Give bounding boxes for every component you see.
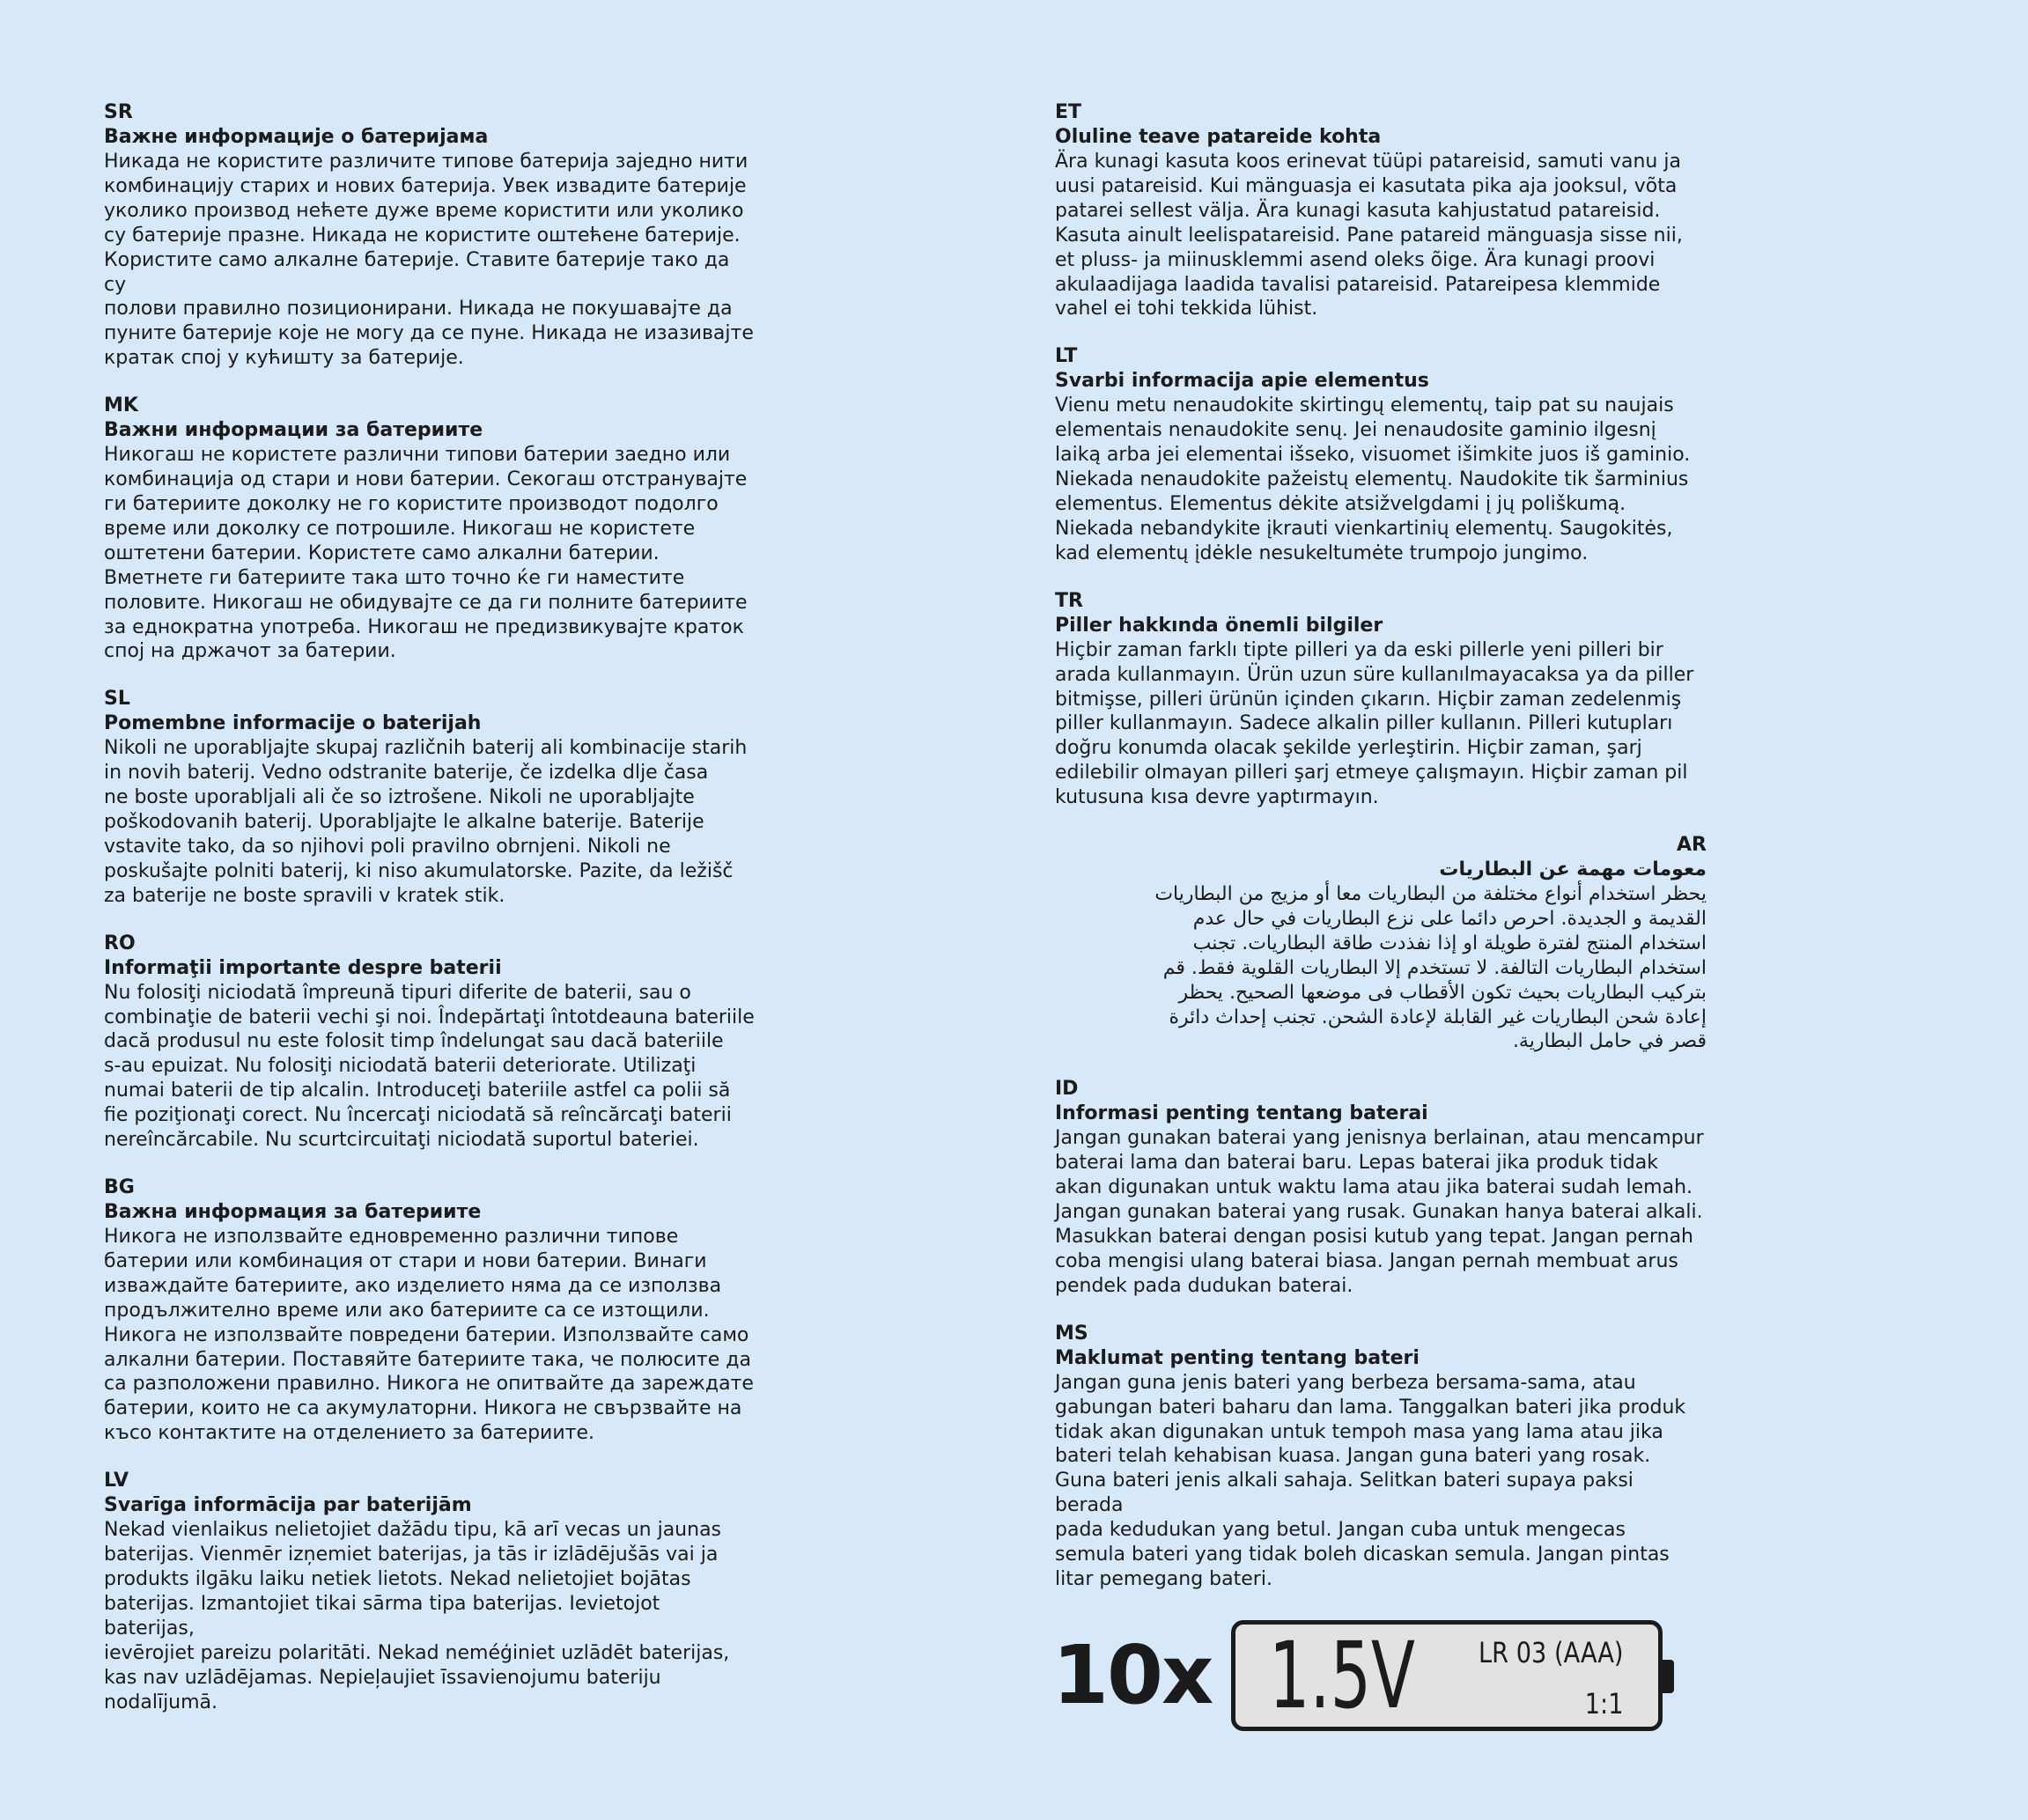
section-ro: [104, 932, 756, 1153]
section-title: Svarbi informacija apie elementus: [1055, 370, 1429, 393]
section-et: [1055, 100, 1707, 321]
section-body: Jangan gunakan baterai yang jenisnya berlainan, atau mencampur baterai lama dan baterai baru. Lepas baterai jika produk tidak akan digunakan untuk waktu lama atau jika baterai sudah lemah. Jangan gunakan baterai yang rusak. Gunakan hanya baterai alkali. Masukkan baterai dengan posisi kutub yang tepat. Jangan pernah coba mengisi ulang baterai biasa. Jangan pernah membuat arus pendek pada dudukan baterai.: [1055, 1127, 1704, 1297]
right-column: [1055, 100, 1707, 1615]
section-body: Ära kunagi kasuta koos erinevat tüüpi patareisid, samuti vanu ja uusi patareisid. Kui mänguasja ei kasutata pika aja jooksul, võta patarei sellest välja. Ära kunagi kasuta kahjustatud patareisid. Kasuta ainult leelispatareisid. Pane patareid mänguasja sisse nii, et pluss- ja miinusklemmi asend oleks õige. Ära kunagi proovi akulaadijaga laadida tavalisi patareisid. Patareipesa klemmide vahel ei tohi tekkida lühist.: [1055, 151, 1683, 321]
section-title: Oluline teave patareide kohta: [1055, 126, 1382, 148]
section-title: Informaţii importante despre baterii: [104, 956, 502, 979]
language-code: ET: [1055, 101, 1082, 123]
battery-count: 10x: [1052, 1628, 1213, 1722]
language-code: SR: [104, 101, 133, 123]
language-code: RO: [104, 932, 136, 954]
language-code: BG: [104, 1176, 135, 1198]
section-title: Maklumat penting tentang bateri: [1055, 1346, 1420, 1369]
battery-type: LR 03 (AAA): [1478, 1636, 1624, 1669]
language-code: MK: [104, 394, 138, 417]
section-title: Piller hakkında önemli bilgiler: [1055, 614, 1383, 637]
language-code: LT: [1055, 345, 1078, 368]
section-body: Никада не користите различите типове батерија заједно нити комбинацију старих и нових батерија. Увек извадите батерије уколико производ нећете дуже време користити или уколико су батерије празне. Никада не користите оштећене батерије. Користите само алкалне батерије. Ставите батерије тако да су полови правилно позиционирани. Никада не покушавајте да пуните батерије које не могу да се пуне. Никада не изазивајте кратак спој у кућишту за батерије.: [104, 151, 754, 370]
section-title: Svarīga informācija par baterijām: [104, 1494, 472, 1517]
section-ar: [1055, 833, 1707, 1054]
section-body: Nu folosiţi niciodată împreună tipuri diferite de baterii, sau o combinaţie de baterii vechi şi noi. Îndepărtaţi întotdeauna bateriile dacă produsul nu este folosit timp îndelungat sau dacă bateriile s-au epuizat. Nu folosiţi niciodată baterii deteriorate. Utilizaţi numai baterii de tip alcalin. Introduceţi bateriile astfel ca polii să fie poziţionaţi corect. Nu încercaţi niciodată să reîncărcaţi baterii nereîncărcabile. Nu scurtcircuitaţi niciodată suportul bateriei.: [104, 981, 755, 1152]
battery-info: [1052, 1620, 1663, 1731]
section-lt: [1055, 344, 1707, 565]
section-body: Nekad vienlaikus nelietojiet dažādu tipu, kā arī vecas un jaunas baterijas. Vienmēr izņemiet baterijas, ja tās ir izlādējušās vai ja produkts ilgāku laiku netiek lietots. Nekad nelietojiet bojātas baterijas. Izmantojiet tikai sārma tipa baterijas. Ievietojot baterijas, ievērojiet pareizu polaritāti. Nekad neméģiniet uzlādēt baterijas, kas nav uzlādējamas. Nepieļaujiet īssavienojumu bateriju nodalījumā.: [104, 1519, 730, 1713]
section-title: Pomembne informacije o baterijah: [104, 712, 482, 735]
section-body: يحظر استخدام أنواع مختلفة من البطاريات معا أو مزيج من البطاريات القديمة و الجديدة. احرص دائما على نزع البطاريات في حال عدم استخدام المنتج لفترة طويلة او إذا نفذدت طاقة البطاريات. تجنب استخدام البطاريات التالفة. لا تستخدم إلا البطاريات القلوية فقط. قم بتركيب البطاريات بحيث تكون الأقطاب فى موضعها الصحيح. يحظر إعادة شحن البطاريات غير القابلة لإعادة الشحن. تجنب إحداث دائرة قصر في حامل البطارية.: [1154, 883, 1707, 1053]
language-code: LV: [104, 1470, 129, 1492]
section-body: Никога не използвайте едновременно различни типове батерии или комбинация от стари и нови батерии. Винаги изваждайте батериите, ако изделието няма да се използва продължително време или ако батериите са се изтощили. Никога не използвайте повредени батерии. Използвайте само алкални батерии. Поставяйте батериите така, че полюсите да са разположени правилно. Никога не опитвайте да зареждате батерии, които не са акумулаторни. Никога не свързвайте на късо контактите на отделението за батериите.: [104, 1226, 754, 1445]
battery-voltage: 1.5V: [1269, 1622, 1416, 1729]
section-title: معومات مهمة عن البطاريات: [1439, 858, 1707, 881]
section-title: Важне информације о батеријама: [104, 126, 489, 148]
battery-ratio: 1:1: [1584, 1687, 1624, 1721]
language-code: TR: [1055, 589, 1083, 612]
battery-icon: [1231, 1620, 1663, 1731]
section-body: Никогаш не користете различни типови батерии заедно или комбинација од стари и нови батерии. Секогаш отстранувајте ги батериите доколку не го користите производот подолго време или доколку се потрошиле. Никогаш не користете оштетени батерии. Користете само алкални батерии. Вметнете ги батериите така што точно ќе ги наместите половите. Никогаш не обидувајте се да ги полните батериите за еднократна употреба. Никогаш не предизвикувајте краток спој на држачот за батерии.: [104, 444, 748, 663]
section-sl: [104, 687, 756, 908]
section-body: Hiçbir zaman farklı tipte pilleri ya da eski pillerle yeni pilleri bir arada kullanmayın. Ürün uzun süre kullanılmayacaksa ya da piller bitmişse, pilleri ürünün içinden çıkarın. Hiçbir zaman zedelenmiş piller kullanmayın. Sadece alkalin piller kullanın. Pilleri kutupları doğru konumda olacak şekilde yerleştirin. Hiçbir zaman, şarj edilebilir olmayan pilleri şarj etmeye çalışmayın. Hiçbir zaman pil kutusuna kısa devre yaptırmayın.: [1055, 638, 1694, 809]
section-tr: [1055, 589, 1707, 810]
section-bg: [104, 1175, 756, 1446]
language-code: MS: [1055, 1322, 1088, 1345]
section-title: Informasi penting tentang baterai: [1055, 1102, 1428, 1125]
section-title: Важна информация за батериите: [104, 1201, 482, 1223]
section-lv: [104, 1469, 756, 1714]
section-id: [1055, 1077, 1707, 1298]
section-body: Jangan guna jenis bateri yang berbeza bersama-sama, atau gabungan bateri baharu dan lama. Tanggalkan bateri jika produk tidak akan digunakan untuk tempoh masa yang lama atau jika bateri telah kehabisan kuasa. Jangan guna bateri yang rosak. Guna bateri jenis alkali sahaja. Selitkan bateri supaya paksi berada pada kedudukan yang betul. Jangan cuba untuk mengecas semula bateri yang tidak boleh dicaskan semula. Jangan pintas litar pemegang bateri.: [1055, 1371, 1686, 1590]
section-title: Важни информации за батериите: [104, 419, 483, 442]
section-sr: [104, 100, 756, 371]
left-column: [104, 100, 756, 1737]
language-code: AR: [1677, 834, 1707, 857]
battery-terminal: [1663, 1660, 1674, 1693]
language-code: SL: [104, 688, 130, 711]
language-code: ID: [1055, 1078, 1079, 1101]
section-body: Nikoli ne uporabljajte skupaj različnih baterij ali kombinacije starih in novih baterij. Vedno odstranite baterije, če izdelka dlje časa ne boste uporabljali ali če so iztrošene. Nikoli ne uporabljajte poškodovanih baterij. Uporabljajte le alkalne baterije. Baterije vstavite tako, da so njihovi poli pravilno obrnjeni. Nikoli ne poskušajte polniti baterij, ki niso akumulatorske. Pazite, da ležišč za baterije ne boste spravili v kratek stik.: [104, 737, 748, 907]
section-mk: [104, 394, 756, 664]
section-body: Vienu metu nenaudokite skirtingų elementų, taip pat su naujais elementais nenaudokite senų. Jei nenaudosite gaminio ilgesnį laiką arba jei elementai išseko, visuomet išimkite juos iš gaminio. Niekada nenaudokite pažeistų elementų. Naudokite tik šarminius elementus. Elementus dėkite atsižvelgdami į jų poliškumą. Niekada nebandykite įkrauti vienkartinių elementų. Saugokitės, kad elementų įdėkle nesukeltumėte trumpojo jungimo.: [1055, 394, 1691, 564]
section-ms: [1055, 1322, 1707, 1592]
